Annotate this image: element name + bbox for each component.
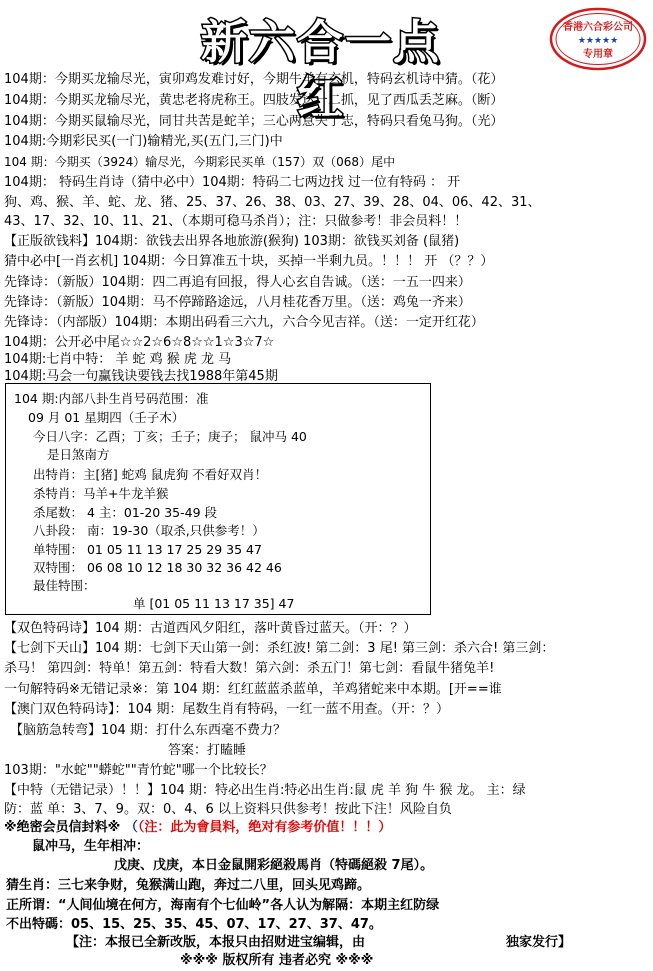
text-line: 先锋诗：（新版）104期：四二再追有回报，得人心玄自告诚。（送：一五一四来）: [4, 275, 471, 290]
box-line: 是日煞南方: [47, 447, 110, 462]
text-line: 【澳门双色特码诗】：104 期：尾数生肖有特码，一红一蓝不用查。（开：？）: [4, 702, 449, 717]
footer-note-left: 【注：本报已全新改版，本报只由招财进宝编辑，由: [66, 935, 366, 950]
seal-bottom-text: 专用章: [583, 49, 613, 60]
text-line: 104期：今期买龙输尽光，寅卯鸡发难讨好，今期牛羊有玄机，特码玄机诗中猜。（花）: [4, 72, 504, 87]
box-line: 单特围： 01 05 11 13 17 25 29 35 47: [33, 542, 262, 557]
seal-icon: [548, 6, 648, 72]
text-line: 104期:七肖中特： 羊 蛇 鸡 猴 虎 龙 马: [4, 352, 232, 367]
bagua-info-box: [5, 383, 431, 615]
vip-heading: [4, 819, 391, 837]
text-line: 【正版欲钱料】104期：欲钱去出界各地旅游(猴狗) 103期：欲钱买刘备 (鼠猪): [4, 234, 460, 249]
text-line: 104期:今期彩民买(一门)输精光,买(五门,三门)中: [4, 134, 283, 149]
text-line: 先锋诗：（内部版）104期：本期出码看三六九，六合今见吉祥。（送：一定开红花）: [4, 315, 484, 330]
vip-line: 猜生肖：三七来争财，兔猴满山跑，奔过二八里，回头见鸡蹄。: [6, 878, 371, 893]
box-line: 双特围： 06 08 10 12 18 30 32 36 42 46: [33, 560, 282, 575]
company-seal: [548, 6, 648, 72]
text-line: 一句解特码※无错记录※：第 104 期：红红蓝蓝杀蓝单，羊鸡猪蛇来中本期。[开==谁: [4, 682, 502, 697]
box-line: 今日八字：乙酉；丁亥；壬子；庚子； 鼠冲马 40: [33, 429, 307, 444]
vip-note: （注：此为會員料，绝对有参考价值！！！）: [137, 820, 392, 835]
text-line: 杀马！ 第四剑：特单！第五剑：特看大数！第六剑：杀五门！第七剑：看鼠牛猪兔羊!: [4, 661, 495, 676]
seal-stars: ★★★★★: [577, 36, 619, 46]
box-line: 杀尾数： 4 主：01-20 35-49 段: [33, 505, 217, 520]
vip-line: 戊庚、戊庚，本日金鼠開彩絕殺馬肖（特碼絕殺 7尾）。: [114, 858, 434, 873]
text-line: 104期：今期买鼠输尽光，同甘共苦是蛇羊；三心两意失了志，特码只看兔马狗。（光）: [4, 114, 504, 129]
seal-top-text: 香港六合彩公司: [563, 22, 633, 33]
box-line: 出特肖：主[猪] 蛇鸡 鼠虎狗 不看好双肖！: [33, 467, 268, 482]
text-line: 103期："水蛇""蟒蛇""青竹蛇"哪一个比较长？: [4, 763, 273, 778]
footer-copyright: ※※※ 版权所有 违者必究 ※※※: [180, 953, 374, 968]
text-line: 【脑筋急转弯】104 期：打什么东西毫不费力？: [10, 723, 286, 738]
text-line: 104期：今期买龙输尽光，黄忠老将虎称王。四肢发达一二抓，见了西瓜丢芝麻。（断）: [4, 93, 504, 108]
box-line: 09 月 01 星期四（壬子木）: [28, 410, 185, 425]
text-line: 43、17、32、10、11、21、（本期可稳马杀肖）；注：只做参考！非会员料！！: [4, 214, 468, 229]
box-line: 104 期:内部八卦生肖号码范围：准: [14, 391, 209, 406]
vip-line: 鼠冲马，生年相冲：: [32, 839, 150, 854]
text-line: 104 期：今期买（3924）输尽光，今期彩民买单（157）双（068）尾中: [4, 155, 396, 169]
text-line: 猜中必中[一肖玄机] 104期：今日算准五十块，买掉一半剩九员。！！！ 开 （？？）: [4, 254, 494, 269]
text-line: 【中特（无错记录）！！】104 期：特必出生肖:特必出生肖:鼠 虎 羊 狗 牛 猴 龙。 主：绿: [4, 783, 526, 798]
box-line: 单 [01 05 11 13 17 35] 47: [133, 596, 295, 611]
vip-line: 不出特碼：05、15、25、35、45、07、17、27、37、47。: [6, 917, 382, 932]
text-line: 104期:马会一句赢钱诀要钱去找1988年第45期: [4, 369, 278, 384]
vip-label: ※绝密会员信封料※: [4, 820, 121, 835]
answer-line: 答案：打瞌睡: [168, 743, 247, 758]
box-line: 最佳特围：: [33, 578, 96, 593]
text-line: 防：蓝 单：3、7、9。双：0、4、6 以上资料只供参考！按此下注！风险自负: [4, 802, 452, 817]
text-line: 【七剑下天山】104 期：七剑下天山第一剑：杀红波! 第二剑：3 尾! 第三剑：杀六合! 第三剑：: [4, 641, 555, 656]
text-line: 狗、鸡、猴、羊、蛇、龙、猪、25、37、26、38、03、27、39、28、04、06、42、31、: [4, 195, 541, 210]
text-line: 104期：公开必中尾☆☆2☆6☆8☆☆1☆3☆7☆: [4, 335, 275, 350]
box-line: 八卦段： 南：19-30（取杀,只供参考！）: [33, 523, 265, 538]
text-line: 104期： 特码生肖诗（猜中必中）104期：特码二七两边找 过一位有特码 ： 开: [4, 175, 461, 190]
text-line: 【双色特码诗】104 期：古道西风夕阳红，落叶黄昏过蓝天。（开：？）: [4, 621, 417, 636]
footer-note-right: 独家发行】: [506, 935, 572, 950]
text-line: 先锋诗：（新版）104期：马不停蹄路途远，八月桂花香万里。（送：鸡兔一齐来）: [4, 295, 471, 310]
vip-line: 正所谓：“人间仙境在何方，海南有个七仙岭”各人认为解隔：本期主红防绿: [6, 898, 440, 913]
vip-note-open: （: [124, 820, 138, 835]
page-title: 新六合一点红: [201, 15, 441, 125]
box-line: 杀特肖：马羊+牛龙羊猴: [33, 486, 169, 501]
